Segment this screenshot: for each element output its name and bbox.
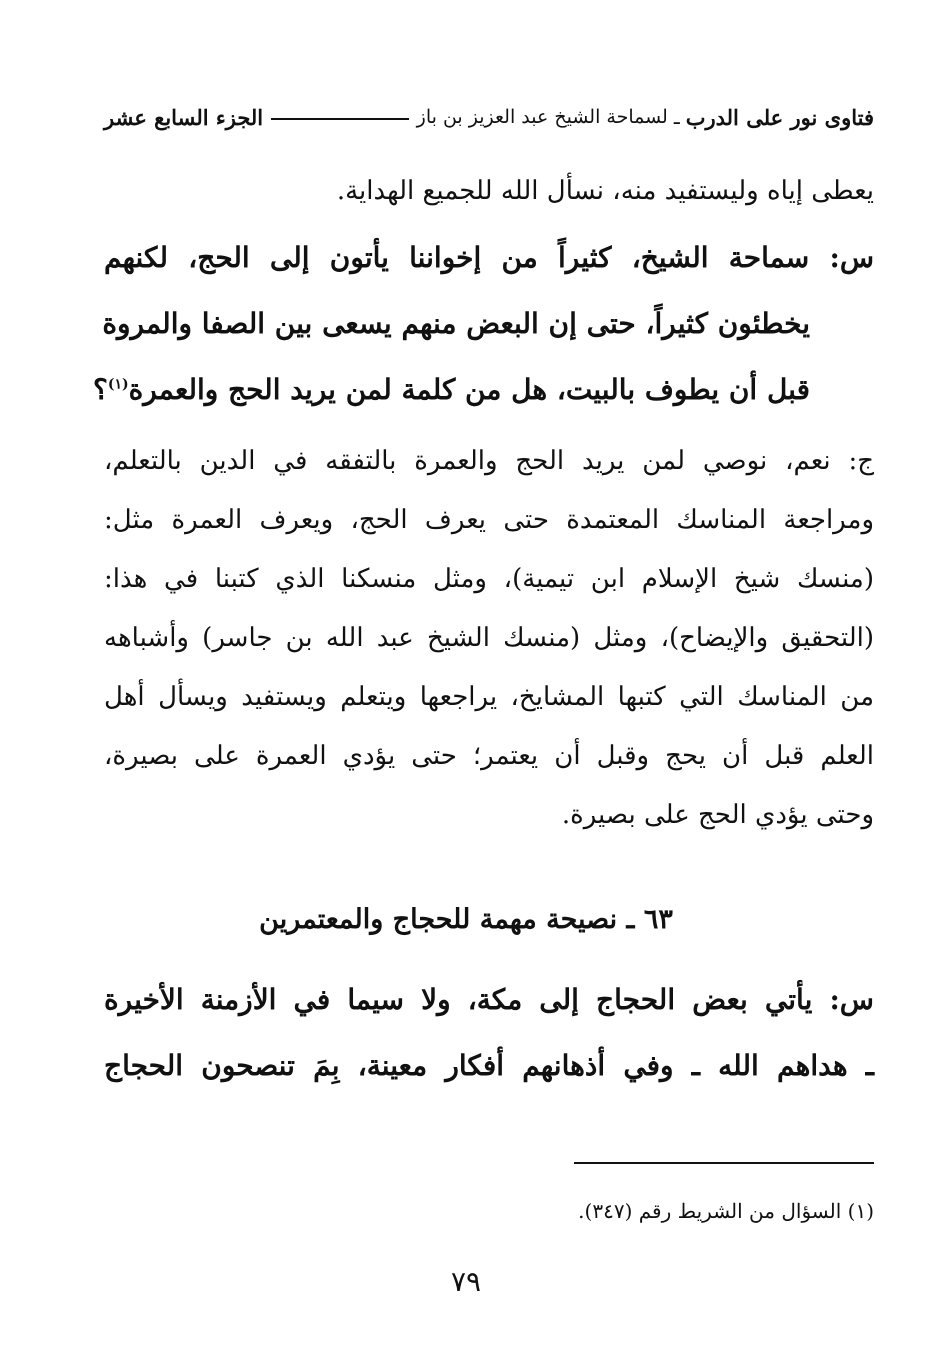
answer-1-line-4: (التحقيق والإيضاح)، ومثل (منسك الشيخ عبد الله بن جاسر) وأشباهه (104, 623, 874, 653)
question-2-line-2: ـ هداهم الله ـ وفي أذهانهم أفكار معينة، بِمَ تنصحون الحجاج (104, 1049, 874, 1082)
running-header (104, 100, 874, 134)
answer-1-line-2: ومراجعة المناسك المعتمدة حتى يعرف الحج، ويعرف العمرة مثل: (104, 505, 874, 535)
header-separator: ـ (673, 105, 680, 129)
answer-1 (104, 432, 874, 845)
question-1 (92, 225, 874, 423)
answer-1-line-3: (منسك شيخ الإسلام ابن تيمية)، ومثل منسكنا الذي كتبنا في هذا: (104, 564, 874, 594)
answer-1-line-7: وحتى يؤدي الحج على بصيرة. (561, 800, 874, 830)
answer-1-line-1: ج: نعم، نوصي لمن يريد الحج والعمرة بالتفقه في الدين بالتعلم، (104, 446, 874, 476)
question-1-line-3-text: قبل أن يطوف بالبيت، هل من كلمة لمن يريد الحج والعمرة (128, 373, 810, 406)
footnote: (١) السؤال من الشريط رقم (٣٤٧). (578, 1199, 874, 1223)
answer-1-line-6: العلم قبل أن يحج وقبل أن يعتمر؛ حتى يؤدي العمرة على بصيرة، (104, 741, 874, 771)
header-book-title: فتاوى نور على الدرب (685, 104, 874, 130)
question-2-line-1: س: يأتي بعض الحجاج إلى مكة، ولا سيما في الأزمنة الأخيرة (104, 983, 874, 1016)
question-2 (104, 967, 874, 1099)
question-1-line-1: س: سماحة الشيخ، كثيراً من إخواننا يأتون إلى الحج، لكنهم (104, 241, 874, 274)
footnote-marker: (١) (107, 376, 129, 393)
question-1-line-3 (92, 357, 810, 423)
page-number: ٧٩ (450, 1265, 482, 1298)
header-part: الجزء السابع عشر (104, 104, 264, 130)
footnote-rule (574, 1162, 874, 1164)
question-1-line-2: يخطئون كثيراً، حتى إن البعض منهم يسعى بين الصفا والمروة (102, 307, 810, 340)
header-author: لسماحة الشيخ عبد العزيز بن باز (416, 106, 668, 128)
question-mark: ؟ (92, 373, 108, 406)
intro-line: يعطى إياه وليستفيد منه، نسأل الله للجميع الهداية. (336, 176, 874, 206)
answer-1-line-5: من المناسك التي كتبها المشايخ، يراجعها ويتعلم ويستفيد ويسأل أهل (104, 682, 874, 712)
section-title: ٦٣ ـ نصيحة مهمة للحجاج والمعتمرين (259, 904, 673, 935)
header-rule (271, 118, 409, 120)
intro-paragraph (104, 162, 874, 221)
